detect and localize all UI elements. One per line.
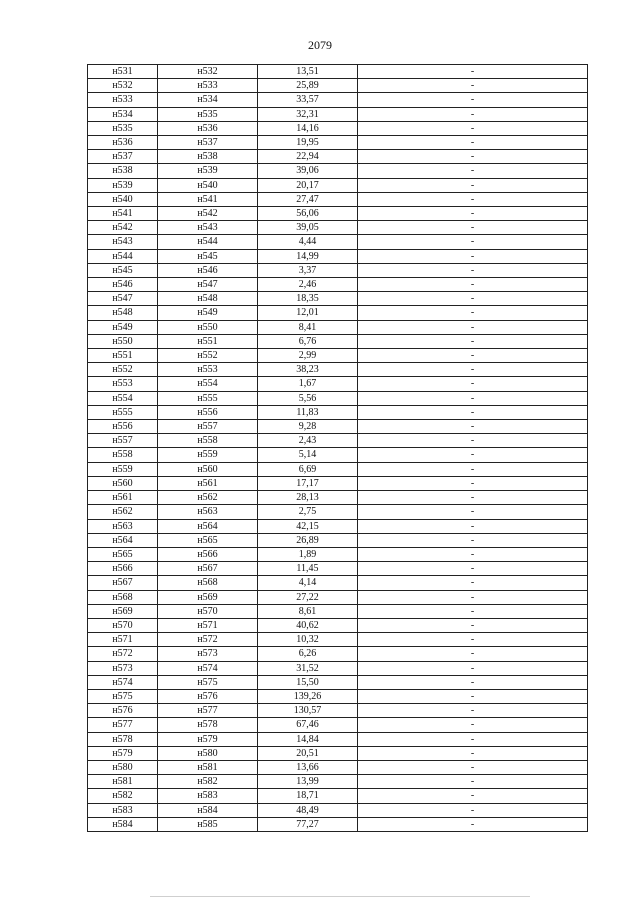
length-cell: 31,52 (258, 661, 358, 675)
length-cell: 20,51 (258, 746, 358, 760)
to-point-cell: н550 (158, 320, 258, 334)
note-cell: - (358, 391, 588, 405)
table-row (88, 746, 588, 760)
to-point-cell: н551 (158, 334, 258, 348)
from-point-cell: н541 (88, 207, 158, 221)
from-point-cell: н565 (88, 547, 158, 561)
note-cell: - (358, 178, 588, 192)
from-point-cell: н543 (88, 235, 158, 249)
from-point-cell: н577 (88, 718, 158, 732)
to-point-cell: н566 (158, 547, 258, 561)
from-point-cell: н561 (88, 491, 158, 505)
note-cell: - (358, 817, 588, 831)
note-cell: - (358, 760, 588, 774)
from-point-cell: н581 (88, 775, 158, 789)
from-point-cell: н549 (88, 320, 158, 334)
from-point-cell: н544 (88, 249, 158, 263)
note-cell: - (358, 803, 588, 817)
table-row (88, 590, 588, 604)
length-cell: 48,49 (258, 803, 358, 817)
from-point-cell: н579 (88, 746, 158, 760)
from-point-cell: н574 (88, 675, 158, 689)
table-row (88, 207, 588, 221)
table-body (88, 65, 588, 832)
note-cell: - (358, 263, 588, 277)
boundary-segments-table (87, 64, 588, 832)
to-point-cell: н583 (158, 789, 258, 803)
length-cell: 13,99 (258, 775, 358, 789)
from-point-cell: н532 (88, 79, 158, 93)
note-cell: - (358, 746, 588, 760)
note-cell: - (358, 661, 588, 675)
table-row (88, 420, 588, 434)
note-cell: - (358, 562, 588, 576)
table-row (88, 618, 588, 632)
length-cell: 2,75 (258, 505, 358, 519)
length-cell: 26,89 (258, 533, 358, 547)
length-cell: 56,06 (258, 207, 358, 221)
to-point-cell: н568 (158, 576, 258, 590)
length-cell: 39,05 (258, 221, 358, 235)
to-point-cell: н554 (158, 377, 258, 391)
to-point-cell: н580 (158, 746, 258, 760)
length-cell: 1,67 (258, 377, 358, 391)
page-edge-line (150, 896, 530, 897)
to-point-cell: н547 (158, 278, 258, 292)
to-point-cell: н535 (158, 107, 258, 121)
length-cell: 10,32 (258, 633, 358, 647)
note-cell: - (358, 434, 588, 448)
table-row (88, 292, 588, 306)
to-point-cell: н558 (158, 434, 258, 448)
table-row (88, 377, 588, 391)
length-cell: 40,62 (258, 618, 358, 632)
table-row (88, 178, 588, 192)
table-row (88, 278, 588, 292)
to-point-cell: н579 (158, 732, 258, 746)
length-cell: 6,69 (258, 462, 358, 476)
to-point-cell: н559 (158, 448, 258, 462)
note-cell: - (358, 192, 588, 206)
note-cell: - (358, 278, 588, 292)
note-cell: - (358, 107, 588, 121)
length-cell: 22,94 (258, 150, 358, 164)
length-cell: 18,71 (258, 789, 358, 803)
table-row (88, 760, 588, 774)
length-cell: 38,23 (258, 363, 358, 377)
from-point-cell: н567 (88, 576, 158, 590)
to-point-cell: н536 (158, 121, 258, 135)
note-cell: - (358, 704, 588, 718)
from-point-cell: н537 (88, 150, 158, 164)
length-cell: 9,28 (258, 420, 358, 434)
length-cell: 32,31 (258, 107, 358, 121)
table-row (88, 150, 588, 164)
note-cell: - (358, 590, 588, 604)
table-row (88, 136, 588, 150)
from-point-cell: н571 (88, 633, 158, 647)
length-cell: 25,89 (258, 79, 358, 93)
table-row (88, 519, 588, 533)
note-cell: - (358, 533, 588, 547)
length-cell: 18,35 (258, 292, 358, 306)
note-cell: - (358, 519, 588, 533)
table-row (88, 732, 588, 746)
note-cell: - (358, 235, 588, 249)
length-cell: 27,22 (258, 590, 358, 604)
note-cell: - (358, 775, 588, 789)
from-point-cell: н533 (88, 93, 158, 107)
table-row (88, 263, 588, 277)
length-cell: 2,46 (258, 278, 358, 292)
length-cell: 67,46 (258, 718, 358, 732)
table-row (88, 93, 588, 107)
note-cell: - (358, 221, 588, 235)
from-point-cell: н542 (88, 221, 158, 235)
from-point-cell: н538 (88, 164, 158, 178)
note-cell: - (358, 136, 588, 150)
length-cell: 13,66 (258, 760, 358, 774)
from-point-cell: н531 (88, 65, 158, 79)
to-point-cell: н556 (158, 405, 258, 419)
to-point-cell: н538 (158, 150, 258, 164)
length-cell: 5,56 (258, 391, 358, 405)
note-cell: - (358, 448, 588, 462)
from-point-cell: н534 (88, 107, 158, 121)
table-row (88, 647, 588, 661)
table-row (88, 533, 588, 547)
from-point-cell: н554 (88, 391, 158, 405)
note-cell: - (358, 647, 588, 661)
note-cell: - (358, 618, 588, 632)
note-cell: - (358, 476, 588, 490)
table-row (88, 121, 588, 135)
from-point-cell: н566 (88, 562, 158, 576)
from-point-cell: н545 (88, 263, 158, 277)
note-cell: - (358, 462, 588, 476)
to-point-cell: н543 (158, 221, 258, 235)
table-row (88, 192, 588, 206)
note-cell: - (358, 732, 588, 746)
length-cell: 12,01 (258, 306, 358, 320)
to-point-cell: н584 (158, 803, 258, 817)
note-cell: - (358, 420, 588, 434)
length-cell: 39,06 (258, 164, 358, 178)
table-row (88, 79, 588, 93)
table-row (88, 817, 588, 831)
length-cell: 2,43 (258, 434, 358, 448)
from-point-cell: н580 (88, 760, 158, 774)
note-cell: - (358, 633, 588, 647)
from-point-cell: н552 (88, 363, 158, 377)
table-row (88, 221, 588, 235)
from-point-cell: н540 (88, 192, 158, 206)
to-point-cell: н533 (158, 79, 258, 93)
from-point-cell: н536 (88, 136, 158, 150)
table-row (88, 334, 588, 348)
table-row (88, 448, 588, 462)
from-point-cell: н548 (88, 306, 158, 320)
length-cell: 8,41 (258, 320, 358, 334)
from-point-cell: н556 (88, 420, 158, 434)
table-row (88, 107, 588, 121)
note-cell: - (358, 491, 588, 505)
from-point-cell: н563 (88, 519, 158, 533)
length-cell: 11,83 (258, 405, 358, 419)
table-row (88, 65, 588, 79)
note-cell: - (358, 505, 588, 519)
to-point-cell: н540 (158, 178, 258, 192)
note-cell: - (358, 207, 588, 221)
from-point-cell: н553 (88, 377, 158, 391)
note-cell: - (358, 675, 588, 689)
to-point-cell: н564 (158, 519, 258, 533)
note-cell: - (358, 377, 588, 391)
note-cell: - (358, 718, 588, 732)
note-cell: - (358, 789, 588, 803)
table-row (88, 604, 588, 618)
to-point-cell: н546 (158, 263, 258, 277)
to-point-cell: н539 (158, 164, 258, 178)
to-point-cell: н532 (158, 65, 258, 79)
to-point-cell: н582 (158, 775, 258, 789)
note-cell: - (358, 604, 588, 618)
note-cell: - (358, 249, 588, 263)
length-cell: 2,99 (258, 349, 358, 363)
length-cell: 19,95 (258, 136, 358, 150)
length-cell: 17,17 (258, 476, 358, 490)
length-cell: 27,47 (258, 192, 358, 206)
table-row (88, 704, 588, 718)
to-point-cell: н541 (158, 192, 258, 206)
to-point-cell: н571 (158, 618, 258, 632)
length-cell: 139,26 (258, 689, 358, 703)
from-point-cell: н559 (88, 462, 158, 476)
to-point-cell: н542 (158, 207, 258, 221)
length-cell: 3,37 (258, 263, 358, 277)
to-point-cell: н557 (158, 420, 258, 434)
length-cell: 1,89 (258, 547, 358, 561)
table-row (88, 675, 588, 689)
note-cell: - (358, 79, 588, 93)
to-point-cell: н578 (158, 718, 258, 732)
to-point-cell: н570 (158, 604, 258, 618)
from-point-cell: н575 (88, 689, 158, 703)
from-point-cell: н572 (88, 647, 158, 661)
length-cell: 14,84 (258, 732, 358, 746)
table-row (88, 434, 588, 448)
to-point-cell: н553 (158, 363, 258, 377)
to-point-cell: н562 (158, 491, 258, 505)
length-cell: 33,57 (258, 93, 358, 107)
note-cell: - (358, 65, 588, 79)
to-point-cell: н581 (158, 760, 258, 774)
from-point-cell: н584 (88, 817, 158, 831)
to-point-cell: н548 (158, 292, 258, 306)
length-cell: 4,14 (258, 576, 358, 590)
length-cell: 130,57 (258, 704, 358, 718)
table-row (88, 775, 588, 789)
length-cell: 11,45 (258, 562, 358, 576)
table-row (88, 235, 588, 249)
from-point-cell: н560 (88, 476, 158, 490)
table-row (88, 789, 588, 803)
to-point-cell: н574 (158, 661, 258, 675)
from-point-cell: н578 (88, 732, 158, 746)
from-point-cell: н569 (88, 604, 158, 618)
from-point-cell: н562 (88, 505, 158, 519)
length-cell: 5,14 (258, 448, 358, 462)
table-row (88, 249, 588, 263)
from-point-cell: н539 (88, 178, 158, 192)
table-row (88, 405, 588, 419)
length-cell: 42,15 (258, 519, 358, 533)
note-cell: - (358, 405, 588, 419)
length-cell: 13,51 (258, 65, 358, 79)
from-point-cell: н550 (88, 334, 158, 348)
to-point-cell: н552 (158, 349, 258, 363)
to-point-cell: н534 (158, 93, 258, 107)
table-row (88, 349, 588, 363)
to-point-cell: н575 (158, 675, 258, 689)
note-cell: - (358, 576, 588, 590)
length-cell: 14,16 (258, 121, 358, 135)
length-cell: 15,50 (258, 675, 358, 689)
to-point-cell: н549 (158, 306, 258, 320)
from-point-cell: н583 (88, 803, 158, 817)
to-point-cell: н567 (158, 562, 258, 576)
length-cell: 8,61 (258, 604, 358, 618)
note-cell: - (358, 292, 588, 306)
length-cell: 14,99 (258, 249, 358, 263)
from-point-cell: н570 (88, 618, 158, 632)
from-point-cell: н576 (88, 704, 158, 718)
from-point-cell: н558 (88, 448, 158, 462)
length-cell: 28,13 (258, 491, 358, 505)
note-cell: - (358, 363, 588, 377)
table-row (88, 462, 588, 476)
table-row (88, 320, 588, 334)
length-cell: 77,27 (258, 817, 358, 831)
table-row (88, 164, 588, 178)
page-number: 2079 (308, 38, 332, 52)
length-cell: 6,76 (258, 334, 358, 348)
to-point-cell: н585 (158, 817, 258, 831)
note-cell: - (358, 320, 588, 334)
table-row (88, 505, 588, 519)
from-point-cell: н535 (88, 121, 158, 135)
table-row (88, 476, 588, 490)
length-cell: 20,17 (258, 178, 358, 192)
to-point-cell: н573 (158, 647, 258, 661)
to-point-cell: н569 (158, 590, 258, 604)
to-point-cell: н555 (158, 391, 258, 405)
from-point-cell: н547 (88, 292, 158, 306)
note-cell: - (358, 164, 588, 178)
from-point-cell: н564 (88, 533, 158, 547)
to-point-cell: н563 (158, 505, 258, 519)
from-point-cell: н582 (88, 789, 158, 803)
from-point-cell: н551 (88, 349, 158, 363)
table-row (88, 391, 588, 405)
from-point-cell: н573 (88, 661, 158, 675)
from-point-cell: н557 (88, 434, 158, 448)
table-row (88, 491, 588, 505)
from-point-cell: н555 (88, 405, 158, 419)
from-point-cell: н568 (88, 590, 158, 604)
length-cell: 4,44 (258, 235, 358, 249)
table-row (88, 363, 588, 377)
table-row (88, 689, 588, 703)
to-point-cell: н565 (158, 533, 258, 547)
note-cell: - (358, 547, 588, 561)
to-point-cell: н537 (158, 136, 258, 150)
table-row (88, 576, 588, 590)
note-cell: - (358, 689, 588, 703)
note-cell: - (358, 150, 588, 164)
to-point-cell: н576 (158, 689, 258, 703)
table-row (88, 661, 588, 675)
table-row (88, 633, 588, 647)
table-row (88, 803, 588, 817)
table-row (88, 562, 588, 576)
length-cell: 6,26 (258, 647, 358, 661)
to-point-cell: н545 (158, 249, 258, 263)
note-cell: - (358, 306, 588, 320)
to-point-cell: н560 (158, 462, 258, 476)
note-cell: - (358, 349, 588, 363)
table-row (88, 306, 588, 320)
note-cell: - (358, 334, 588, 348)
to-point-cell: н577 (158, 704, 258, 718)
to-point-cell: н561 (158, 476, 258, 490)
note-cell: - (358, 93, 588, 107)
table-row (88, 547, 588, 561)
table-row (88, 718, 588, 732)
to-point-cell: н572 (158, 633, 258, 647)
note-cell: - (358, 121, 588, 135)
to-point-cell: н544 (158, 235, 258, 249)
from-point-cell: н546 (88, 278, 158, 292)
